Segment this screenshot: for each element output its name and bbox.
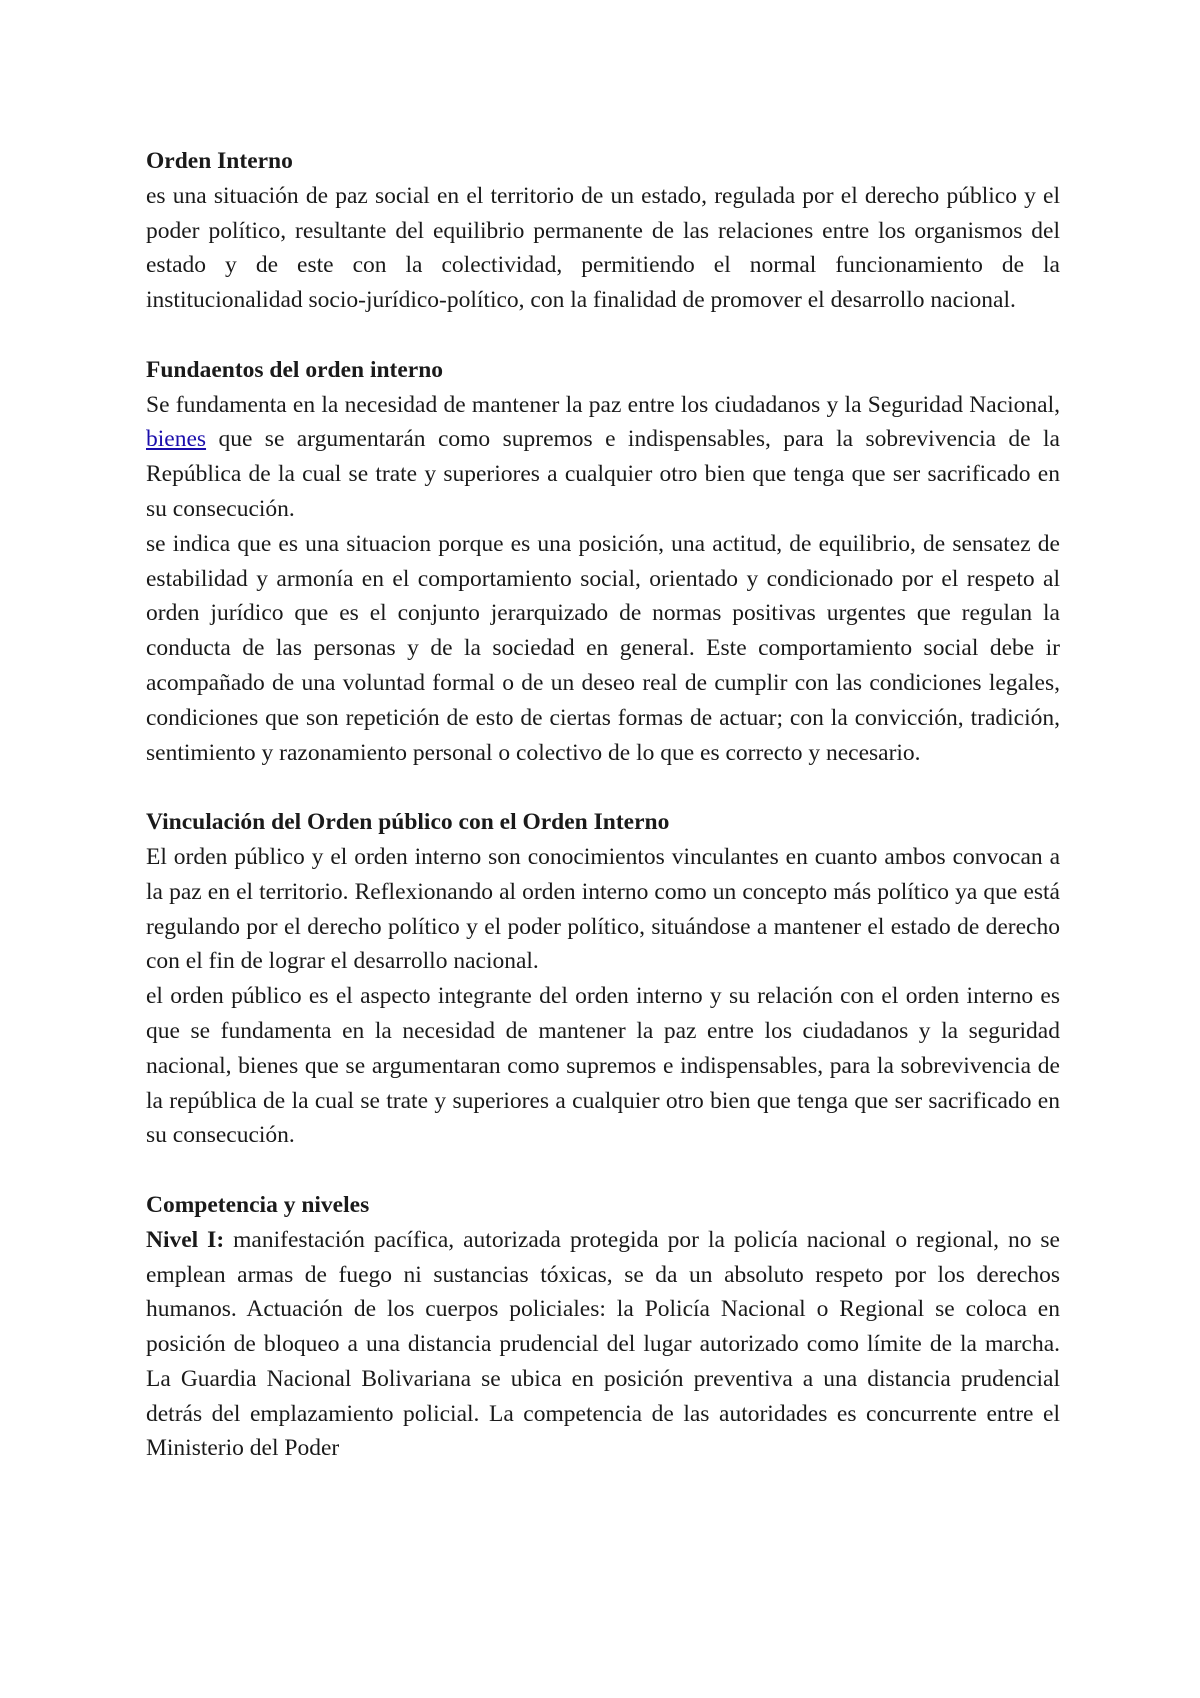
section-heading: Vinculación del Orden público con el Orden Interno: [146, 809, 670, 836]
paragraph: el orden público es el aspecto integrante del orden interno y su relación con el orden interno es que se fundamenta en la necesidad de mantener la paz entre los ciudadanos y la seguridad nacional, bienes que se argumentaran como supremos e indispensables, para la sobrevivencia de la república de la cual se trate y superiores a cualquier otro bien que tenga que ser sacrificado en su consecución.: [146, 983, 1060, 1149]
nivel-label: Nivel I:: [146, 1226, 225, 1253]
section-fundamentos: [146, 353, 1060, 771]
paragraph-text: que se argumentarán como supremos e indispensables, para la sobrevivencia de la República de la cual se trate y superiores a cualquier otro bien que tenga que ser sacrificado en su consecución.: [146, 426, 1060, 522]
section-heading: Orden Interno: [146, 148, 293, 174]
paragraph: [146, 388, 1060, 527]
document-page: [146, 144, 1060, 1466]
paragraph: se indica que es una situacion porque es una posición, una actitud, de equilibrio, de sensatez de estabilidad y armonía en el comportamiento social, orientado y condicionado por el respeto al orden jurídico que es el conjunto jerarquizado de normas positivas urgentes que regulan la conducta de las personas y de la sociedad en general. Este comportamiento social debe ir acompañado de una voluntad formal o de un deseo real de cumplir con las condiciones legales, condiciones que son repetición de esto de ciertas formas de actuar; con la convicción, tradición, sentimiento y razonamiento personal o colectivo de lo que es correcto y necesario.: [146, 530, 1060, 766]
paragraph-text: manifestación pacífica, autorizada protegida por la policía nacional o regional, no se emplean armas de fuego ni sustancias tóxicas, se da un absoluto respeto por los derechos humanos. Actuación de los cuerpos policiales: la Policía Nacional o Regional se coloca en posición de bloqueo a una distancia prudencial del lugar autorizado como límite de la marcha. La Guardia Nacional Bolivariana se ubica en posición preventiva a una distancia prudencial detrás del emplazamiento policial. La competencia de las autoridades es concurrente entre el Ministerio del Poder: [146, 1226, 1060, 1462]
paragraph: El orden público y el orden interno son conocimientos vinculantes en cuanto ambos convocan a la paz en el territorio. Reflexionando al orden interno como un concepto más político ya que está regulando por el derecho político y el poder político, situándose a mantener el estado de derecho con el fin de lograr el desarrollo nacional.: [146, 843, 1060, 975]
section-vinculacion: [146, 805, 1060, 1153]
paragraph-text: Se fundamenta en la necesidad de mantener la paz entre los ciudadanos y la Seguridad Nacional,: [146, 391, 1060, 418]
section-heading: Fundaentos del orden interno: [146, 356, 444, 383]
section-heading: Competencia y niveles: [146, 1191, 370, 1218]
section-competencia: [146, 1188, 1060, 1466]
paragraph: es una situación de paz social en el territorio de un estado, regulada por el derecho público y el poder político, resultante del equilibrio permanente de las relaciones entre los organismos del estado y de este con la colectividad, permitiendo el normal funcionamiento de la institucionalidad socio-jurídico-político, con la finalidad de promover el desarrollo nacional.: [146, 182, 1060, 314]
bienes-link[interactable]: bienes: [146, 426, 207, 453]
section-orden-interno: [146, 144, 1060, 318]
paragraph: [146, 1223, 1060, 1467]
